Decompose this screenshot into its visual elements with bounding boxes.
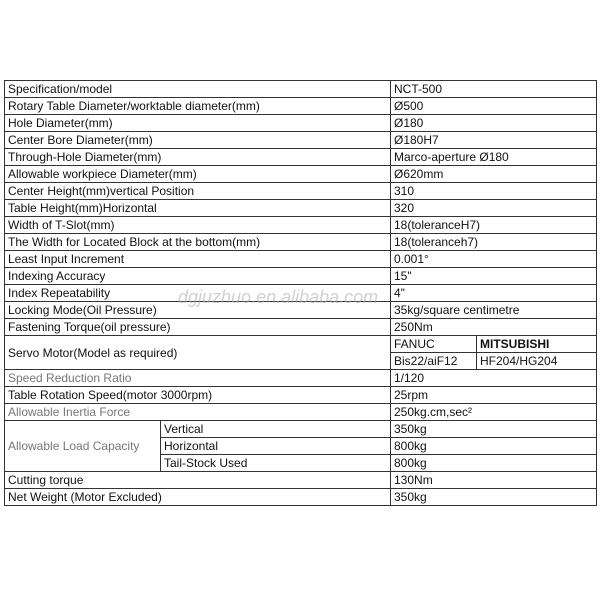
spec-row-speed-reduction (5, 370, 597, 387)
specification-table (4, 80, 597, 506)
spec-row-load-vertical (5, 421, 597, 438)
spec-label: Allowable Inertia Force (5, 404, 391, 421)
spec-label: Hole Diameter(mm) (5, 115, 391, 132)
spec-value: 350kg (391, 421, 597, 438)
servo-fanuc-label: FANUC (391, 336, 477, 353)
spec-value: 250Nm (391, 319, 597, 336)
spec-label: Fastening Torque(oil pressure) (5, 319, 391, 336)
load-sub-label: Tail-Stock Used (161, 455, 391, 472)
spec-row-center-bore (5, 132, 597, 149)
spec-label: Least Input Increment (5, 251, 391, 268)
watermark: dgjuzhuo.en.alibaba.com (178, 287, 379, 307)
spec-value: 4" (391, 285, 597, 302)
spec-row-rotary-diameter (5, 98, 597, 115)
spec-value: 18(toleranceH7) (391, 217, 597, 234)
spec-value: 800kg (391, 455, 597, 472)
spec-value: 310 (391, 183, 597, 200)
spec-label: Servo Motor(Model as required) (5, 336, 391, 370)
spec-value: 25rpm (391, 387, 597, 404)
spec-row-indexing-accuracy (5, 268, 597, 285)
spec-row-through-hole (5, 149, 597, 166)
spec-label: Allowable workpiece Diameter(mm) (5, 166, 391, 183)
spec-value: Ø500 (391, 98, 597, 115)
spec-label: Through-Hole Diameter(mm) (5, 149, 391, 166)
spec-value: Marco-aperture Ø180 (391, 149, 597, 166)
spec-value: 35kg/square centimetre (391, 302, 597, 319)
spec-row-center-height (5, 183, 597, 200)
spec-value: NCT-500 (391, 81, 597, 98)
spec-value: Ø180 (391, 115, 597, 132)
spec-label: Table Height(mm)Horizontal (5, 200, 391, 217)
spec-row-hole-diameter (5, 115, 597, 132)
spec-row-index-repeatability (5, 285, 597, 302)
spec-value: 0.001° (391, 251, 597, 268)
spec-row-cutting-torque (5, 472, 597, 489)
servo-mitsubishi-value: HF204/HG204 (477, 353, 597, 370)
spec-label: Net Weight (Motor Excluded) (5, 489, 391, 506)
spec-row-fastening-torque (5, 319, 597, 336)
spec-row-locking-mode (5, 302, 597, 319)
spec-row-model (5, 81, 597, 98)
spec-label: The Width for Located Block at the bottom(mm) (5, 234, 391, 251)
spec-label: Center Bore Diameter(mm) (5, 132, 391, 149)
spec-label: Locking Mode(Oil Pressure) (5, 302, 391, 319)
load-sub-label: Horizontal (161, 438, 391, 455)
spec-label: Allowable Load Capacity (5, 421, 161, 472)
spec-label: Specification/model (5, 81, 391, 98)
spec-value: 15" (391, 268, 597, 285)
spec-label: Rotary Table Diameter/worktable diameter(mm) (5, 98, 391, 115)
spec-row-rotation-speed (5, 387, 597, 404)
spec-row-table-height (5, 200, 597, 217)
spec-row-workpiece-diameter (5, 166, 597, 183)
spec-label: Center Height(mm)vertical Position (5, 183, 391, 200)
spec-value: 250kg.cm,sec² (391, 404, 597, 421)
spec-value: 320 (391, 200, 597, 217)
spec-label: Table Rotation Speed(motor 3000rpm) (5, 387, 391, 404)
spec-label: Indexing Accuracy (5, 268, 391, 285)
spec-row-net-weight (5, 489, 597, 506)
spec-row-inertia-force (5, 404, 597, 421)
spec-value: Ø180H7 (391, 132, 597, 149)
spec-value: 800kg (391, 438, 597, 455)
spec-label: Cutting torque (5, 472, 391, 489)
spec-value: 1/120 (391, 370, 597, 387)
spec-row-least-input (5, 251, 597, 268)
spec-label: Speed Reduction Ratio (5, 370, 391, 387)
servo-fanuc-value: Bis22/aiF12 (391, 353, 477, 370)
spec-value: 18(toleranceh7) (391, 234, 597, 251)
spec-row-servo-motor-head (5, 336, 597, 353)
load-sub-label: Vertical (161, 421, 391, 438)
spec-label: Index Repeatability (5, 285, 391, 302)
spec-value: 350kg (391, 489, 597, 506)
spec-value: Ø620mm (391, 166, 597, 183)
spec-row-located-block (5, 234, 597, 251)
spec-value: 130Nm (391, 472, 597, 489)
spec-row-tslot-width (5, 217, 597, 234)
servo-mitsubishi-label: MITSUBISHI (477, 336, 597, 353)
spec-label: Width of T-Slot(mm) (5, 217, 391, 234)
